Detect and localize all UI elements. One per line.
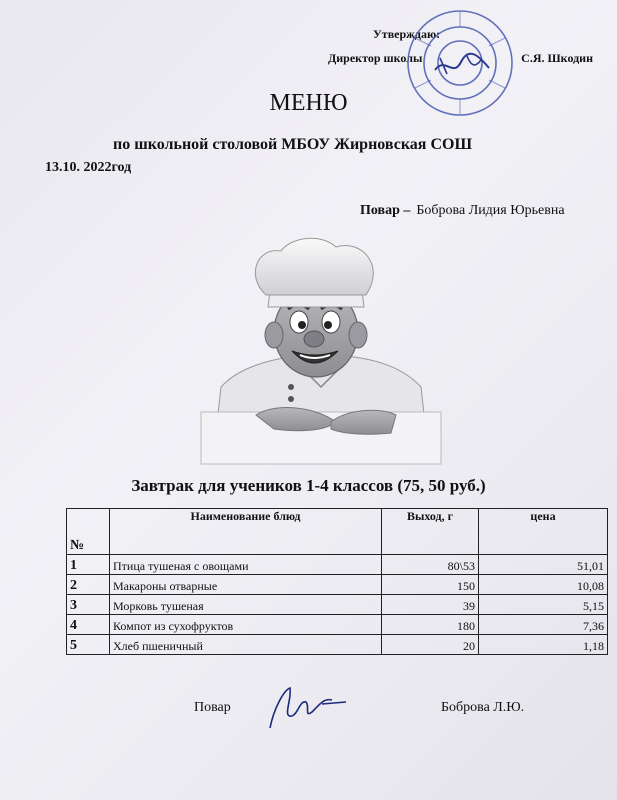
dish-weight: 20 — [382, 635, 479, 655]
signature-icon — [262, 678, 352, 738]
cook-label: Повар – — [360, 203, 411, 218]
cook-name: Боброва Лидия Юрьевна — [416, 203, 565, 218]
dish-weight: 180 — [382, 615, 479, 635]
cook-line — [360, 203, 565, 219]
col-num-header: № — [67, 509, 110, 555]
approval-title: Утверждаю: — [373, 27, 441, 41]
col-price-header: цена — [479, 509, 608, 555]
dish-name: Птица тушеная с овощами — [110, 555, 382, 575]
table-row — [67, 635, 608, 655]
row-number: 1 — [67, 555, 110, 575]
col-dish-header: Наименование блюд — [110, 509, 382, 555]
page-title: МЕНЮ — [269, 90, 348, 116]
dish-price: 7,36 — [479, 615, 608, 635]
approval-position: Директор школы — [328, 51, 423, 65]
menu-date: 13.10. 2022год — [45, 160, 132, 175]
footer-cook-label: Повар — [194, 700, 231, 715]
dish-name: Морковь тушеная — [110, 595, 382, 615]
dish-weight: 80\53 — [382, 555, 479, 575]
dish-name: Компот из сухофруктов — [110, 615, 382, 635]
row-number: 2 — [67, 575, 110, 595]
table-row — [67, 615, 608, 635]
dish-price: 5,15 — [479, 595, 608, 615]
chef-icon — [196, 237, 446, 467]
footer-cook-name: Боброва Л.Ю. — [441, 700, 525, 715]
page-subtitle: по школьной столовой МБОУ Жирновская СОШ — [113, 136, 473, 153]
row-number: 3 — [67, 595, 110, 615]
table-header-row — [67, 509, 608, 555]
dish-name: Хлеб пшеничный — [110, 635, 382, 655]
table-row — [67, 595, 608, 615]
dish-name: Макароны отварные — [110, 575, 382, 595]
dish-price: 51,01 — [479, 555, 608, 575]
dish-weight: 39 — [382, 595, 479, 615]
menu-table — [66, 508, 608, 655]
table-row — [67, 555, 608, 575]
row-number: 4 — [67, 615, 110, 635]
section-title: Завтрак для учеников 1-4 классов (75, 50 руб.) — [131, 476, 486, 495]
director-name: С.Я. Шкодин — [521, 51, 593, 65]
dish-price: 1,18 — [479, 635, 608, 655]
dish-weight: 150 — [382, 575, 479, 595]
table-row — [67, 575, 608, 595]
row-number: 5 — [67, 635, 110, 655]
dish-price: 10,08 — [479, 575, 608, 595]
col-weight-header: Выход, г — [382, 509, 479, 555]
